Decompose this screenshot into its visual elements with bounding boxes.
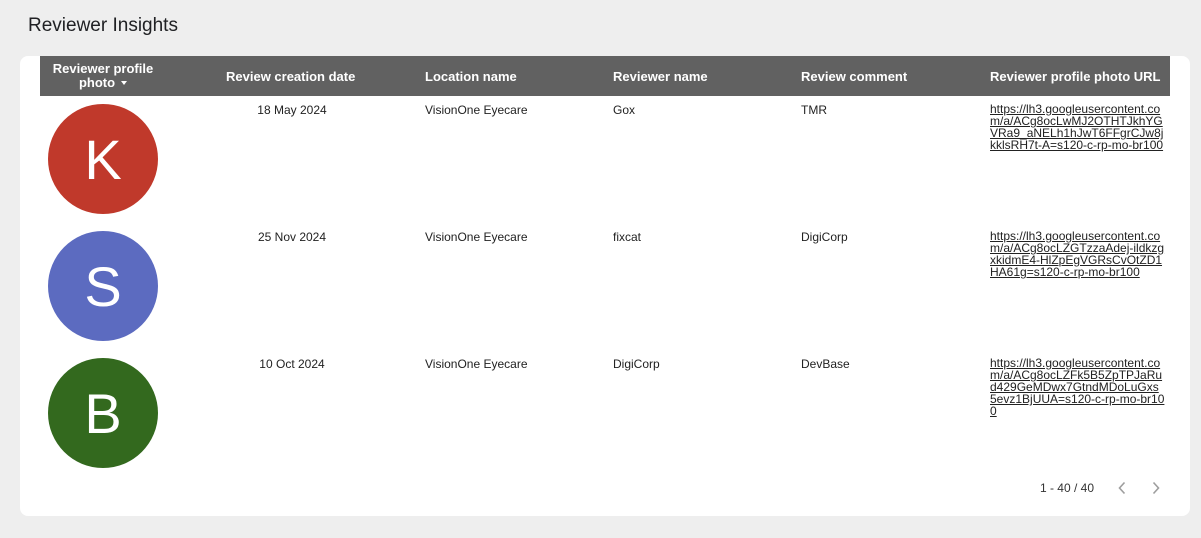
table-row (40, 350, 1170, 477)
avatar-initial: B (84, 381, 122, 445)
location-cell: VisionOne Eyecare (425, 103, 528, 117)
column-header-photo-label: Reviewer profile photo (52, 61, 154, 90)
column-header-reviewer[interactable]: Reviewer name (613, 68, 708, 84)
avatar (48, 231, 158, 341)
column-header-date[interactable]: Review creation date (226, 68, 356, 84)
location-cell: VisionOne Eyecare (425, 357, 528, 371)
review-date-cell: 18 May 2024 (257, 103, 327, 117)
avatar (48, 358, 158, 468)
review-date-cell: 10 Oct 2024 (259, 357, 325, 371)
table-row (40, 223, 1170, 350)
review-comment-cell: DevBase (801, 357, 850, 371)
next-page-button[interactable] (1144, 476, 1168, 500)
reviewer-name-cell: fixcat (613, 230, 642, 244)
location-cell: VisionOne Eyecare (425, 230, 528, 244)
profile-photo-url-link[interactable]: https://lh3.googleusercontent.com/a/ACg8ocLwMJ2OTHTJkhYGVRa9_aNELh1hJwT6FFgrCJw8jkklsRH7t-A=s120-c-rp-mo-br100 (990, 102, 1164, 152)
pagination (1040, 476, 1168, 500)
column-header-url[interactable]: Reviewer profile photo URL (990, 68, 1161, 84)
table-header (40, 56, 1170, 96)
column-header-location[interactable]: Location name (425, 68, 517, 84)
review-comment-cell: DigiCorp (801, 230, 848, 244)
avatar-initial: K (84, 127, 122, 191)
sort-down-icon (121, 81, 127, 85)
chevron-right-icon (1151, 481, 1161, 495)
review-date-cell: 25 Nov 2024 (257, 230, 327, 244)
pagination-label: 1 - 40 / 40 (1039, 481, 1094, 495)
profile-photo-url-link[interactable]: https://lh3.googleusercontent.com/a/ACg8ocLZFk5B5ZpTPJaRud429GeMDwx7GtndMDoLuGxs5evz1BjUUA=s120-c-rp-mo-br100 (990, 356, 1165, 418)
review-comment-cell: TMR (801, 103, 827, 117)
avatar-initial: S (84, 254, 122, 318)
prev-page-button[interactable] (1110, 476, 1134, 500)
reviewer-name-cell: Gox (613, 103, 636, 117)
page-title: Reviewer Insights (28, 15, 178, 36)
column-header-comment[interactable]: Review comment (801, 68, 908, 84)
table-row (40, 96, 1170, 223)
profile-photo-url-link[interactable]: https://lh3.googleusercontent.com/a/ACg8ocLZGTzzaAdej-ildkzgxkidmE4-HlZpEgVGRsCvOtZD1HA61g=s120-c-rp-mo-br100 (990, 229, 1165, 279)
reviewer-table-card (20, 56, 1190, 516)
reviewer-name-cell: DigiCorp (613, 357, 660, 371)
chevron-left-icon (1117, 481, 1127, 495)
avatar (48, 104, 158, 214)
column-header-photo[interactable] (40, 56, 166, 96)
